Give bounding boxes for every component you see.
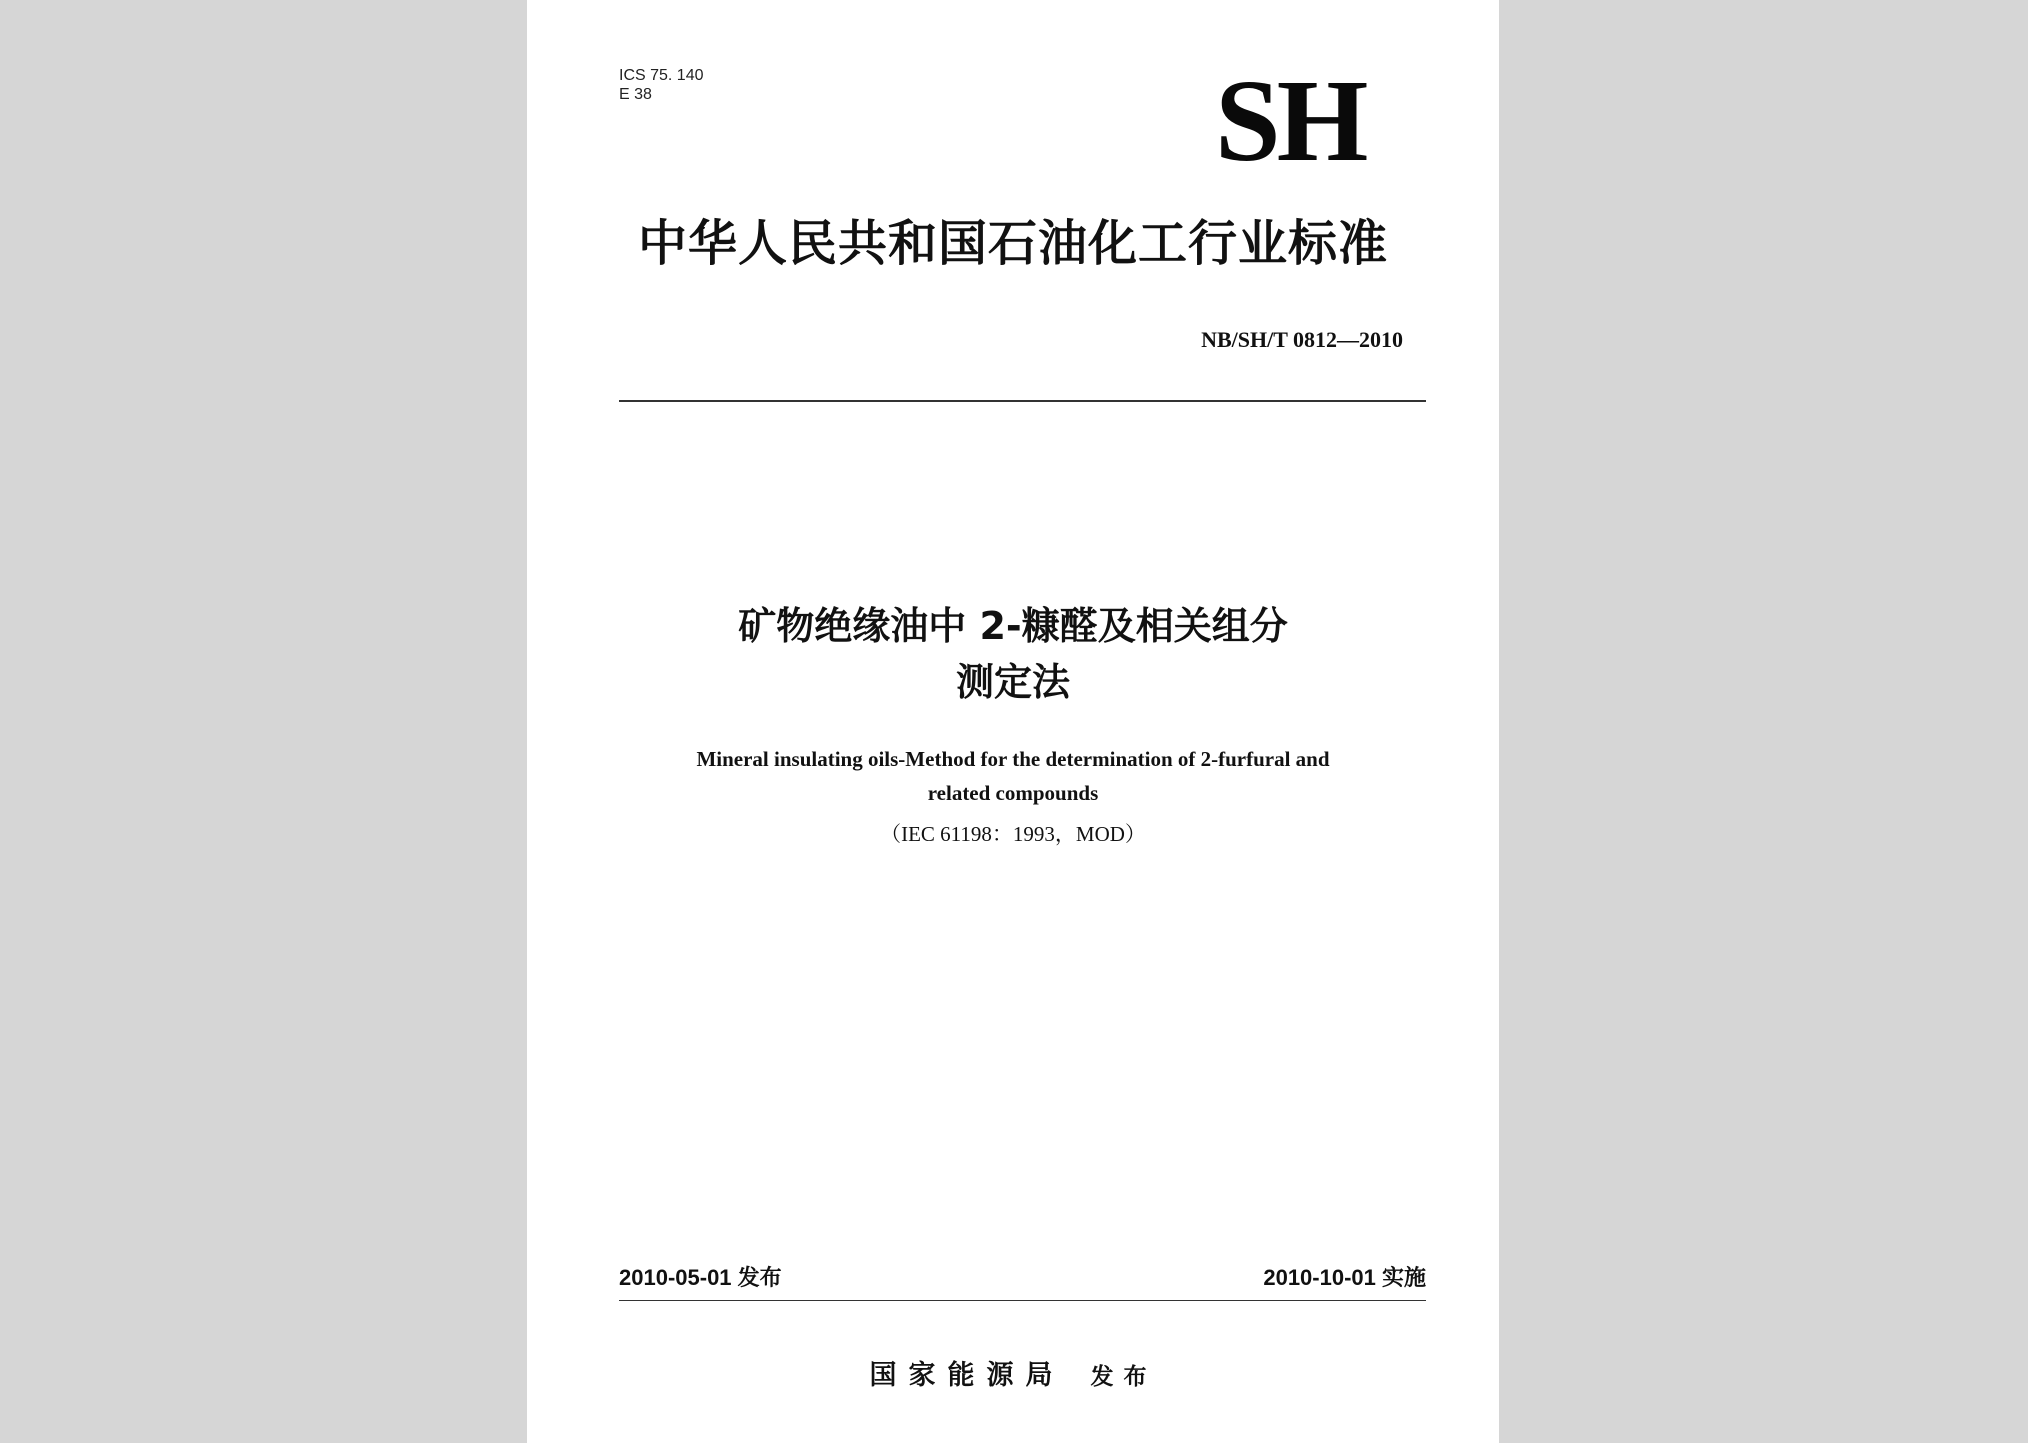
ics-code: ICS 75. 140 xyxy=(619,67,704,84)
document-page xyxy=(527,0,1499,1443)
classification-codes xyxy=(619,66,704,104)
reference-standard: （IEC 61198：1993，MOD） xyxy=(880,822,1146,846)
issue-date: 2010-05-01 发布 xyxy=(619,1265,782,1290)
english-title-line-2: related compounds xyxy=(927,781,1099,805)
chinese-title xyxy=(527,598,1499,710)
chinese-title-line-1: 矿物绝缘油中 2-糠醛及相关组分 xyxy=(738,604,1288,648)
chinese-title-line-2: 测定法 xyxy=(955,660,1070,704)
sh-logo: SH xyxy=(1215,55,1365,186)
authority-name: 国家能源局 xyxy=(869,1360,1065,1391)
implementation-date: 2010-10-01 实施 xyxy=(1263,1265,1426,1290)
header-divider xyxy=(619,400,1426,402)
organization-title: 中华人民共和国石油化工行业标准 xyxy=(637,215,1388,272)
english-title xyxy=(527,742,1499,810)
ccs-code: E 38 xyxy=(619,86,652,103)
english-title-line-1: Mineral insulating oils-Method for the determination of 2-furfural and xyxy=(696,747,1330,771)
footer-divider xyxy=(619,1300,1426,1301)
publish-label: 发布 xyxy=(1090,1364,1157,1390)
issuing-authority xyxy=(527,1358,1499,1395)
standard-number: NB/SH/T 0812—2010 xyxy=(1201,327,1403,352)
